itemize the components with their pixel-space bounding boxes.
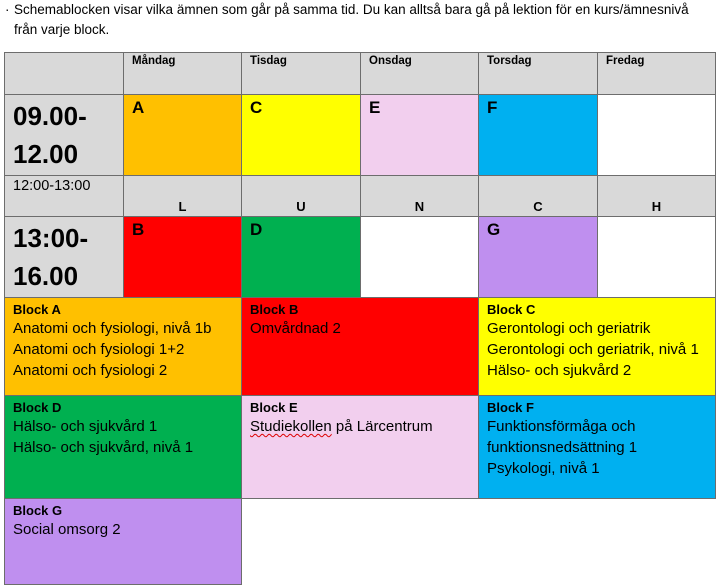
spellcheck-word: Studiekollen <box>250 418 332 435</box>
block-g <box>5 499 242 585</box>
morning-cell-friday <box>598 95 716 176</box>
blocks-row-2 <box>5 396 716 499</box>
afternoon-time: 13:00- 16.00 <box>5 217 124 298</box>
day-tuesday: Tisdag <box>242 53 361 95</box>
block-d <box>5 396 242 499</box>
course-item: Anatomi och fysiologi, nivå 1b <box>13 320 212 337</box>
intro-paragraph: Schemablocken visar vilka ämnen som går på samma tid. Du kan alltså bara gå på lektion för en kurs/ämnesnivå från varje block. <box>14 2 689 37</box>
afternoon-cell-thursday: G <box>479 217 598 298</box>
morning-cell-tuesday: C <box>242 95 361 176</box>
block-b <box>242 298 479 396</box>
afternoon-cell-tuesday: D <box>242 217 361 298</box>
block-title: Block A <box>13 302 61 317</box>
afternoon-row <box>5 217 716 298</box>
course-item: Anatomi och fysiologi 2 <box>13 362 168 379</box>
lunch-row <box>5 176 716 217</box>
bullet: · <box>5 2 10 17</box>
block-c <box>479 298 716 396</box>
lunch-letter: C <box>479 176 598 217</box>
course-item: Studiekollen på Lärcentrum <box>250 418 433 435</box>
empty-area <box>242 499 716 585</box>
block-title: Block G <box>13 503 63 518</box>
schedule-table <box>4 52 716 585</box>
block-title: Block B <box>250 302 299 317</box>
day-thursday: Torsdag <box>479 53 598 95</box>
blocks-row-3 <box>5 499 716 585</box>
course-item: Omvårdnad 2 <box>250 320 341 337</box>
lunch-time: 12:00-13:00 <box>5 176 124 217</box>
block-f <box>479 396 716 499</box>
course-item: Hälso- och sjukvård 2 <box>487 362 632 379</box>
day-monday: Måndag <box>124 53 242 95</box>
lunch-letter: N <box>361 176 479 217</box>
morning-row <box>5 95 716 176</box>
morning-cell-monday: A <box>124 95 242 176</box>
block-title: Block D <box>13 400 62 415</box>
corner-cell <box>5 53 124 95</box>
block-title: Block E <box>250 400 298 415</box>
afternoon-cell-wednesday <box>361 217 479 298</box>
lunch-letter: H <box>598 176 716 217</box>
lunch-letter: U <box>242 176 361 217</box>
block-a <box>5 298 242 396</box>
morning-time: 09.00- 12.00 <box>5 95 124 176</box>
intro-text <box>5 0 694 40</box>
course-item: Social omsorg 2 <box>13 521 121 538</box>
course-item: Hälso- och sjukvård 1 <box>13 418 158 435</box>
course-item: funktionsnedsättning 1 <box>487 439 638 456</box>
day-wednesday: Onsdag <box>361 53 479 95</box>
lunch-letter: L <box>124 176 242 217</box>
course-item: Hälso- och sjukvård, nivå 1 <box>13 439 194 456</box>
block-e <box>242 396 479 499</box>
afternoon-cell-monday: B <box>124 217 242 298</box>
block-title: Block F <box>487 400 534 415</box>
course-item: Funktionsförmåga och <box>487 418 636 435</box>
course-item: Gerontologi och geriatrik <box>487 320 651 337</box>
morning-cell-thursday: F <box>479 95 598 176</box>
afternoon-cell-friday <box>598 217 716 298</box>
course-item: Anatomi och fysiologi 1+2 <box>13 341 185 358</box>
block-title: Block C <box>487 302 536 317</box>
blocks-row-1 <box>5 298 716 396</box>
day-friday: Fredag <box>598 53 716 95</box>
course-item: Psykologi, nivå 1 <box>487 460 600 477</box>
course-item: Gerontologi och geriatrik, nivå 1 <box>487 341 699 358</box>
morning-cell-wednesday: E <box>361 95 479 176</box>
header-row <box>5 53 716 95</box>
